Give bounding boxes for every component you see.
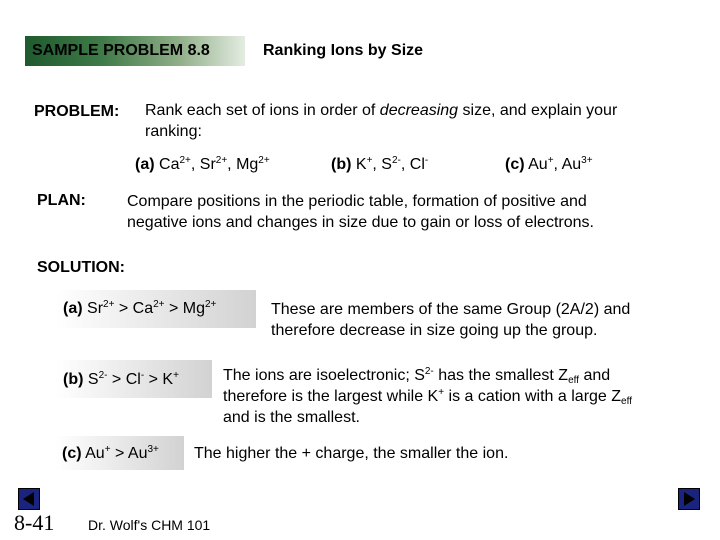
part-tag: (a) <box>63 300 83 317</box>
ion-symbol: Mg <box>236 156 259 173</box>
problem-part-c: (c) Au+, $Au^{3+}$ <box>505 155 593 173</box>
ion-charge: 2+ <box>103 299 115 310</box>
ion-charge: + <box>104 444 111 455</box>
ion-charge: + <box>547 155 554 166</box>
solution-b-explanation-line2: therefore is the largest while K+ is a cation with a large $Z_{eff}$ <box>223 387 632 407</box>
solution-c-ranking: (c) $Au^+ > Au^{3+}$ <box>62 444 159 462</box>
ion-symbol: Au <box>127 445 148 462</box>
ion-charge: + <box>366 155 373 166</box>
ion-symbol: Cl <box>409 156 425 173</box>
problem-text-line1: Rank each set of ions in order of decreasing size, and explain your <box>145 102 618 119</box>
ion-charge: 2- <box>98 370 108 381</box>
part-tag: (c) <box>505 156 525 173</box>
prev-slide-button[interactable] <box>18 488 40 510</box>
solution-b-explanation-line3: and is the smallest. <box>223 409 360 426</box>
ion-charge: 3+ <box>147 444 159 455</box>
plan-label: PLAN: <box>37 192 86 209</box>
next-slide-button[interactable] <box>678 488 700 510</box>
ion-symbol: Cl <box>125 371 141 388</box>
problem-text-line2: ranking: <box>145 123 202 140</box>
page-number: 8-41 <box>14 510 55 535</box>
solution-b-explanation-line1: The ions are isoelectronic; $S^{2-}$ has the smallest $Z_{eff}$ and <box>223 366 611 386</box>
solution-a-ranking: (a) $Sr^{2+} > Ca^{2+} > Mg^{2+}$ <box>63 299 217 317</box>
problem-part-b: (b) K+, $S^{2-}$, Cl- <box>331 155 429 173</box>
solution-a-explanation <box>271 299 711 341</box>
part-tag: (a) <box>135 156 155 173</box>
part-tag: (c) <box>62 445 82 462</box>
problem-text <box>145 100 705 142</box>
ion-charge: 2+ <box>179 155 191 166</box>
ion-symbol: Mg <box>182 300 205 317</box>
solution-a-explanation-line1: These are members of the same Group (2A/2) and <box>271 301 631 318</box>
left-triangle-icon <box>19 489 39 509</box>
ion-charge: 2+ <box>153 299 165 310</box>
solution-a-explanation-line2: therefore decrease in size going up the group. <box>271 322 598 339</box>
sample-problem-label: SAMPLE PROBLEM 8.8 <box>32 42 210 59</box>
footer-credit: Dr. Wolf's CHM 101 <box>88 517 211 533</box>
plan-text-line2: negative ions and changes in size due to gain or loss of electrons. <box>127 214 594 231</box>
plan-text <box>127 191 707 233</box>
ion-symbol: K <box>355 156 367 173</box>
problem-part-a: (a) $Ca^{2+}$, $Sr^{2+}$, $Mg^{2+}$ <box>135 155 270 173</box>
ion-charge: - <box>140 370 145 381</box>
ion-charge: - <box>424 155 429 166</box>
problem-emphasis: decreasing <box>379 102 459 119</box>
ion-charge: 2- <box>391 155 401 166</box>
right-triangle-icon <box>679 489 699 509</box>
problem-label: PROBLEM: <box>34 103 120 120</box>
ion-symbol: Sr <box>87 300 104 317</box>
ion-charge: 3+ <box>581 155 593 166</box>
solution-c-explanation: The higher the + charge, the smaller the ion. <box>194 445 509 462</box>
ion-charge: 2+ <box>215 155 228 166</box>
ion-symbol: Ca <box>159 156 180 173</box>
plan-text-line1: Compare positions in the periodic table, formation of positive and <box>127 193 587 210</box>
ion-symbol: S <box>87 371 99 388</box>
ion-symbol: Au <box>85 445 105 462</box>
solution-label: SOLUTION: <box>37 259 125 276</box>
ion-charge: + <box>173 370 179 381</box>
ion-symbol: K <box>162 371 174 388</box>
part-tag: (b) <box>331 156 352 173</box>
solution-b-explanation <box>223 365 713 428</box>
ion-charge: 2+ <box>204 299 217 310</box>
page-title: Ranking Ions by Size <box>263 42 424 59</box>
solution-b-ranking: (b) $S^{2-} > Cl^- > K^+$ <box>63 370 179 388</box>
ion-charge: 2+ <box>258 155 270 166</box>
ion-symbol: S <box>381 156 392 173</box>
part-tag: (b) <box>63 371 84 388</box>
ion-symbol: Au <box>561 156 582 173</box>
ion-symbol: Au <box>528 156 548 173</box>
ion-symbol: Ca <box>132 300 154 317</box>
ion-symbol: Sr <box>199 156 216 173</box>
